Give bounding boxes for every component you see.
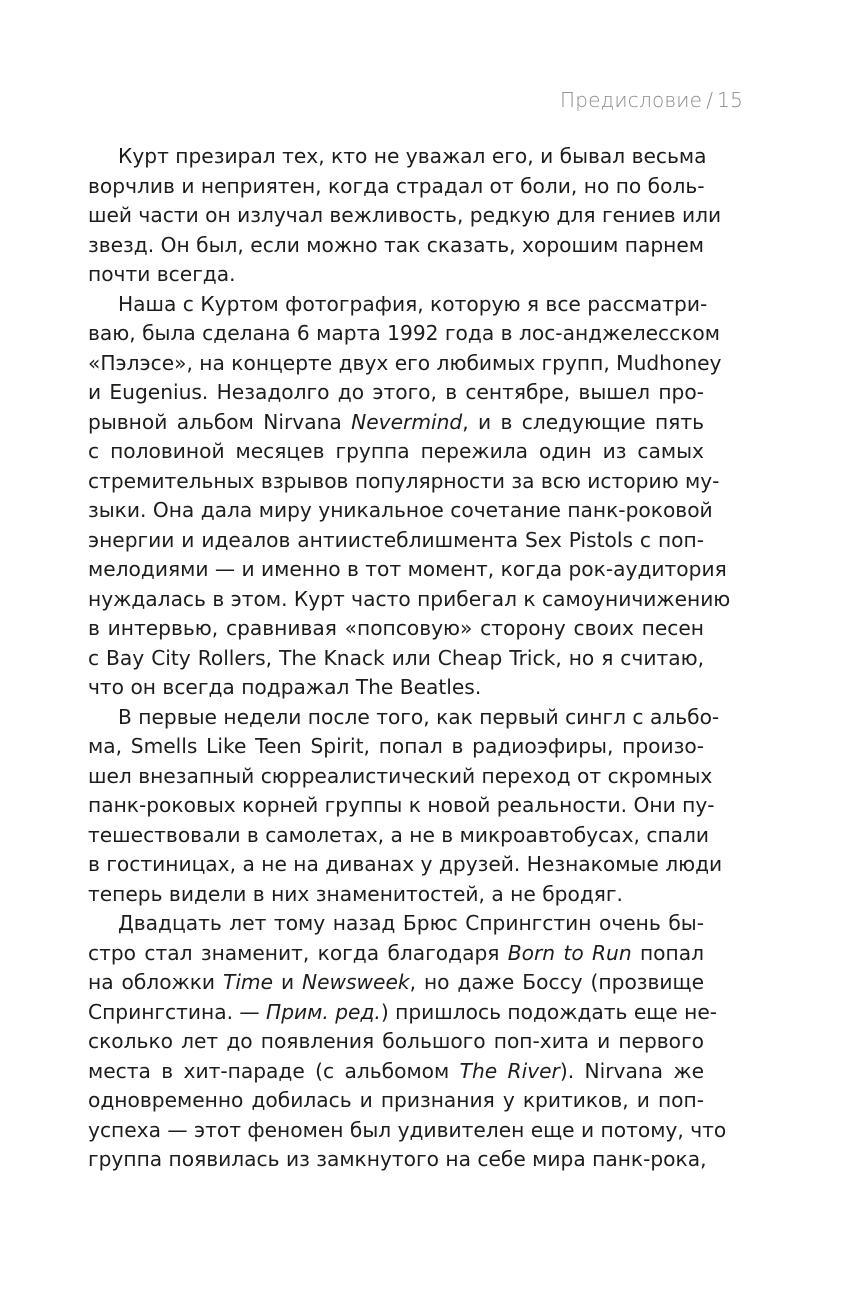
body-text [88,142,731,1175]
text-line [88,319,721,349]
text-run: шей части он излучал вежливость, редкую для гениев или [88,203,722,227]
text-line [88,585,731,615]
italic-title: Прим. ред. [266,999,381,1024]
text-line [88,1027,704,1057]
text-run: что он всегда подражал The Beatles. [88,675,482,699]
text-run: мелодиями — и именно в тот момент, когда рок-аудитория [88,557,727,581]
text-run: ваю, была сделана 6 марта 1992 года в лос-анджелесском [88,321,721,345]
italic-title: Born to Run [507,940,632,965]
text-line [88,1145,707,1175]
text-run: попал [631,940,704,965]
running-head [560,88,743,112]
text-line [88,1086,704,1116]
text-line [88,231,704,261]
text-run: на обложки [88,970,223,994]
text-line [88,909,704,939]
text-line [88,1057,704,1087]
text-line [88,673,704,703]
text-run: и [273,970,302,994]
text-run: шел внезапный сюрреалистический переход от скромных [88,763,713,788]
text-line [88,968,704,998]
text-line [88,791,715,821]
page-number: 15 [717,88,743,112]
text-run: рывной альбом Nirvana [88,409,352,434]
text-run: почти всегда. [88,262,236,286]
text-run: в интервью, сравнивая «попсовую» сторону своих песен [88,616,704,640]
text-run: Двадцать лет тому назад Брюс Спрингстин очень бы- [118,911,704,935]
text-run: «Пэлэсе», на концерте двух его любимых групп, Mudhoney [88,350,722,375]
text-run: стро стал знаменит, когда благодаря [88,940,508,965]
italic-title: Nevermind [351,409,463,434]
text-line [88,172,704,202]
text-run: с половиной месяцев группа пережила один из самых [88,439,704,463]
text-run: тешествовали в самолетах, а не в микроавтобусах, спали [88,822,710,847]
text-run: , но даже Боссу (прозвище [409,970,704,994]
text-line [88,496,713,526]
text-run: ). Nirvana же [559,1058,704,1083]
text-run: теперь видели в них знаменитостей, а не бродяг. [88,881,623,906]
text-line [88,378,704,408]
text-line [88,1116,727,1146]
section-title: Предисловие [560,88,703,112]
text-run: стремительных взрывов популярности за всю историю му- [88,468,720,493]
text-line [88,762,713,792]
text-run: , и в следующие пять [462,409,704,434]
text-line [88,998,718,1028]
text-run: звезд. Он был, если можно так сказать, хорошим парнем [88,232,704,257]
text-line [88,880,704,910]
text-line [88,850,723,880]
text-run: Спрингстина. — [88,999,267,1024]
text-line [88,349,722,379]
italic-title: Newsweek [302,970,410,994]
text-run: нуждалась в этом. Курт часто прибегал к самоуничижению [88,586,731,611]
text-run: места в хит-параде (с альбомом [88,1058,460,1083]
text-line [88,467,720,497]
text-line [88,939,704,969]
text-line [88,408,704,438]
text-run: ) пришлось подождать еще не- [380,999,718,1024]
text-line [88,526,704,556]
text-run: В первые недели после того, как первый сингл с альбо- [118,704,720,729]
text-line [88,821,710,851]
text-line [88,614,704,644]
text-run: панк-роковых корней группы к новой реальности. Они пу- [88,793,715,817]
text-run: и Eugenius. Незадолго до этого, в сентябре, вышел про- [88,380,704,404]
text-run: группа появилась из замкнутого на себе мира панк-рока, [88,1147,707,1171]
text-line [88,732,704,762]
text-line [88,290,708,320]
text-line [88,201,722,231]
text-line [88,142,707,172]
text-run: одновременно добилась и признания у критиков, и поп- [88,1088,704,1112]
text-run: ма, Smells Like Teen Spirit, попал в радиоэфиры, произо- [88,734,704,758]
text-line [88,437,704,467]
header-separator: / [706,88,714,112]
text-line [88,644,704,674]
text-line [88,555,727,585]
text-line [88,260,704,290]
text-run: ворчлив и неприятен, когда страдал от боли, но по боль- [88,173,705,198]
text-run: успеха — этот феномен был удивителен еще и потому, что [88,1117,727,1142]
italic-title: The River [459,1058,560,1083]
italic-title: Time [222,970,274,994]
text-run: Наша с Куртом фотография, которую я все рассматри- [118,291,708,316]
text-run: в гостиницах, а не на диванах у друзей. Незнакомые люди [88,852,723,876]
text-run: зыки. Она дала миру уникальное сочетание панк-роковой [88,498,713,522]
text-line [88,703,720,733]
text-run: энергии и идеалов антиистеблишмента Sex Pistols с поп- [88,527,704,552]
text-run: Курт презирал тех, кто не уважал его, и бывал весьма [118,144,707,168]
text-run: сколько лет до появления большого поп-хита и первого [88,1029,704,1053]
text-run: с Bay City Rollers, The Knack или Cheap Trick, но я считаю, [88,645,704,670]
